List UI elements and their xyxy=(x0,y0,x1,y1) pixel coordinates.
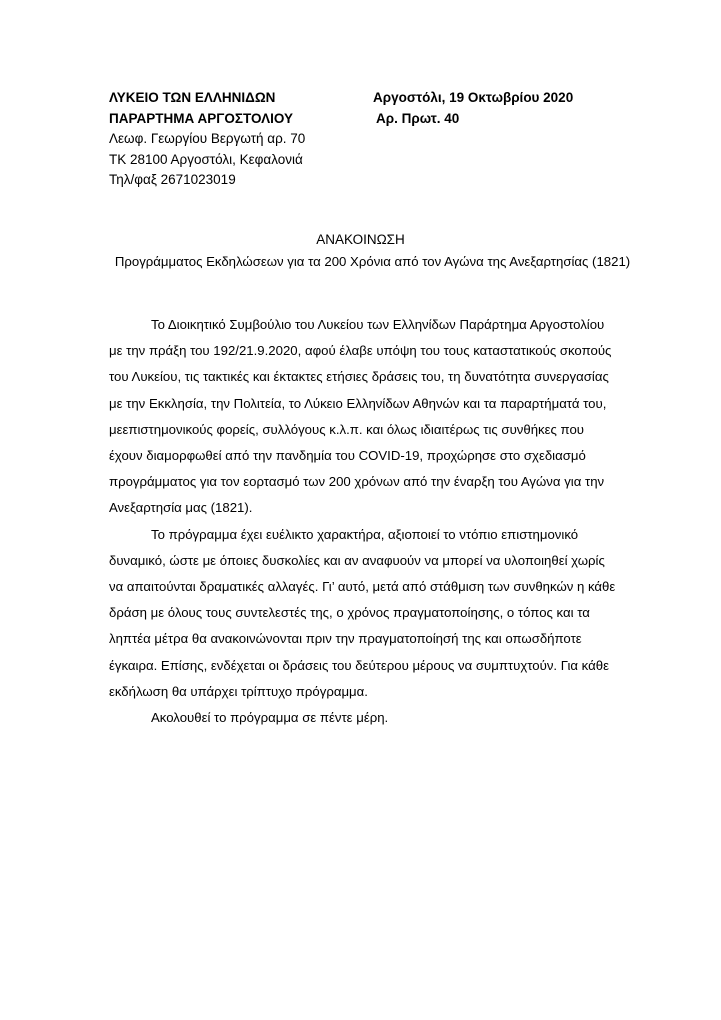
paragraph-3 xyxy=(109,705,639,731)
sender-name-line2: ΠΑΡΑΡΤΗΜΑ ΑΡΓΟΣΤΟΛΙΟΥ xyxy=(109,110,293,126)
paragraph-1 xyxy=(109,312,639,522)
text-line: Το Διοικητικό Συμβούλιο του Λυκείου των Ελληνίδων Παράρτημα Αργοστολίου xyxy=(151,317,605,332)
text-line: να απαιτούνται δραματικές αλλαγές. Γι’ αυτό, μετά από στάθμιση των συνθηκών η κάθε xyxy=(109,579,616,595)
text-line: Ακολουθεί το πρόγραμμα σε πέντε μέρη. xyxy=(151,710,389,726)
text-line: Ανεξαρτησία μας (1821). xyxy=(109,500,253,516)
text-line: Το πρόγραμμα έχει ευέλικτο χαρακτήρα, αξιοποιεί το ντόπιο επιστημονικό xyxy=(151,526,579,542)
text-line: έγκαιρα. Επίσης, ενδέχεται οι δράσεις του δεύτερου μέρους να συμπτυχτούν. Για κάθε xyxy=(109,657,609,673)
text-line: δράση με όλους τους συντελεστές της, ο χρόνος πραγματοποίησης, ο τόπος και τα xyxy=(109,605,590,621)
text-line: του Λυκείου, τις τακτικές και έκτακτες ετήσιες δράσεις του, τη δυνατότητα συνεργασίας xyxy=(109,369,609,385)
sender-name-line1: ΛΥΚΕΙΟ ΤΩΝ ΕΛΛΗΝΙΔΩΝ xyxy=(109,90,276,105)
text-line: προγράμματος για τον εορτασμό των 200 χρόνων από την έναρξη του Αγώνα για την xyxy=(109,474,605,490)
document-title: ΑΝΑΚΟΙΝΩΣΗ xyxy=(316,232,405,247)
protocol-number: Αρ. Πρωτ. 40 xyxy=(376,110,460,126)
sender-postal: ΤΚ 28100 Αργοστόλι, Κεφαλονιά xyxy=(109,151,303,167)
text-line: ληπτέα μέτρα θα ανακοινώνονται πριν την πραγματοποίησή της και οπωσδήποτε xyxy=(109,631,582,647)
text-line: με την Εκκλησία, την Πολιτεία, το Λύκειο Ελληνίδων Αθηνών και τα παραρτήματά του, xyxy=(109,395,607,411)
document-date: Αργοστόλι, 19 Οκτωβρίου 2020 xyxy=(373,90,574,105)
text-line: δυναμικό, ώστε με όποιες δυσκολίες και αν αναφυούν να μπορεί να υλοποιηθεί χωρίς xyxy=(109,552,605,568)
sender-block xyxy=(109,88,305,191)
document-subtitle: Προγράμματος Εκδηλώσεων για τα 200 Χρόνια από τον Αγώνα της Ανεξαρτησίας (1821) xyxy=(114,254,631,269)
paragraph-2 xyxy=(109,522,639,705)
text-line: έχουν διαμορφωθεί από την πανδημία του COVID-19, προχώρησε στο σχεδιασμό xyxy=(109,448,586,464)
date-protocol-block xyxy=(373,88,573,129)
sender-phone: Τηλ/φαξ 2671023019 xyxy=(109,172,236,187)
text-line: εκδήλωση θα υπάρχει τρίπτυχο πρόγραμμα. xyxy=(109,683,368,699)
text-line: με την πράξη του 192/21.9.2020, αφού έλαβε υπόψη του τους καταστατικούς σκοπούς xyxy=(109,343,612,359)
sender-address: Λεωφ. Γεωργίου Βεργωτή αρ. 70 xyxy=(109,131,306,146)
text-line: μεεπιστημονικούς φορείς, συλλόγους κ.λ.π. και όλως ιδιαιτέρως τις συνθήκες που xyxy=(109,421,585,437)
document-body xyxy=(109,312,639,731)
